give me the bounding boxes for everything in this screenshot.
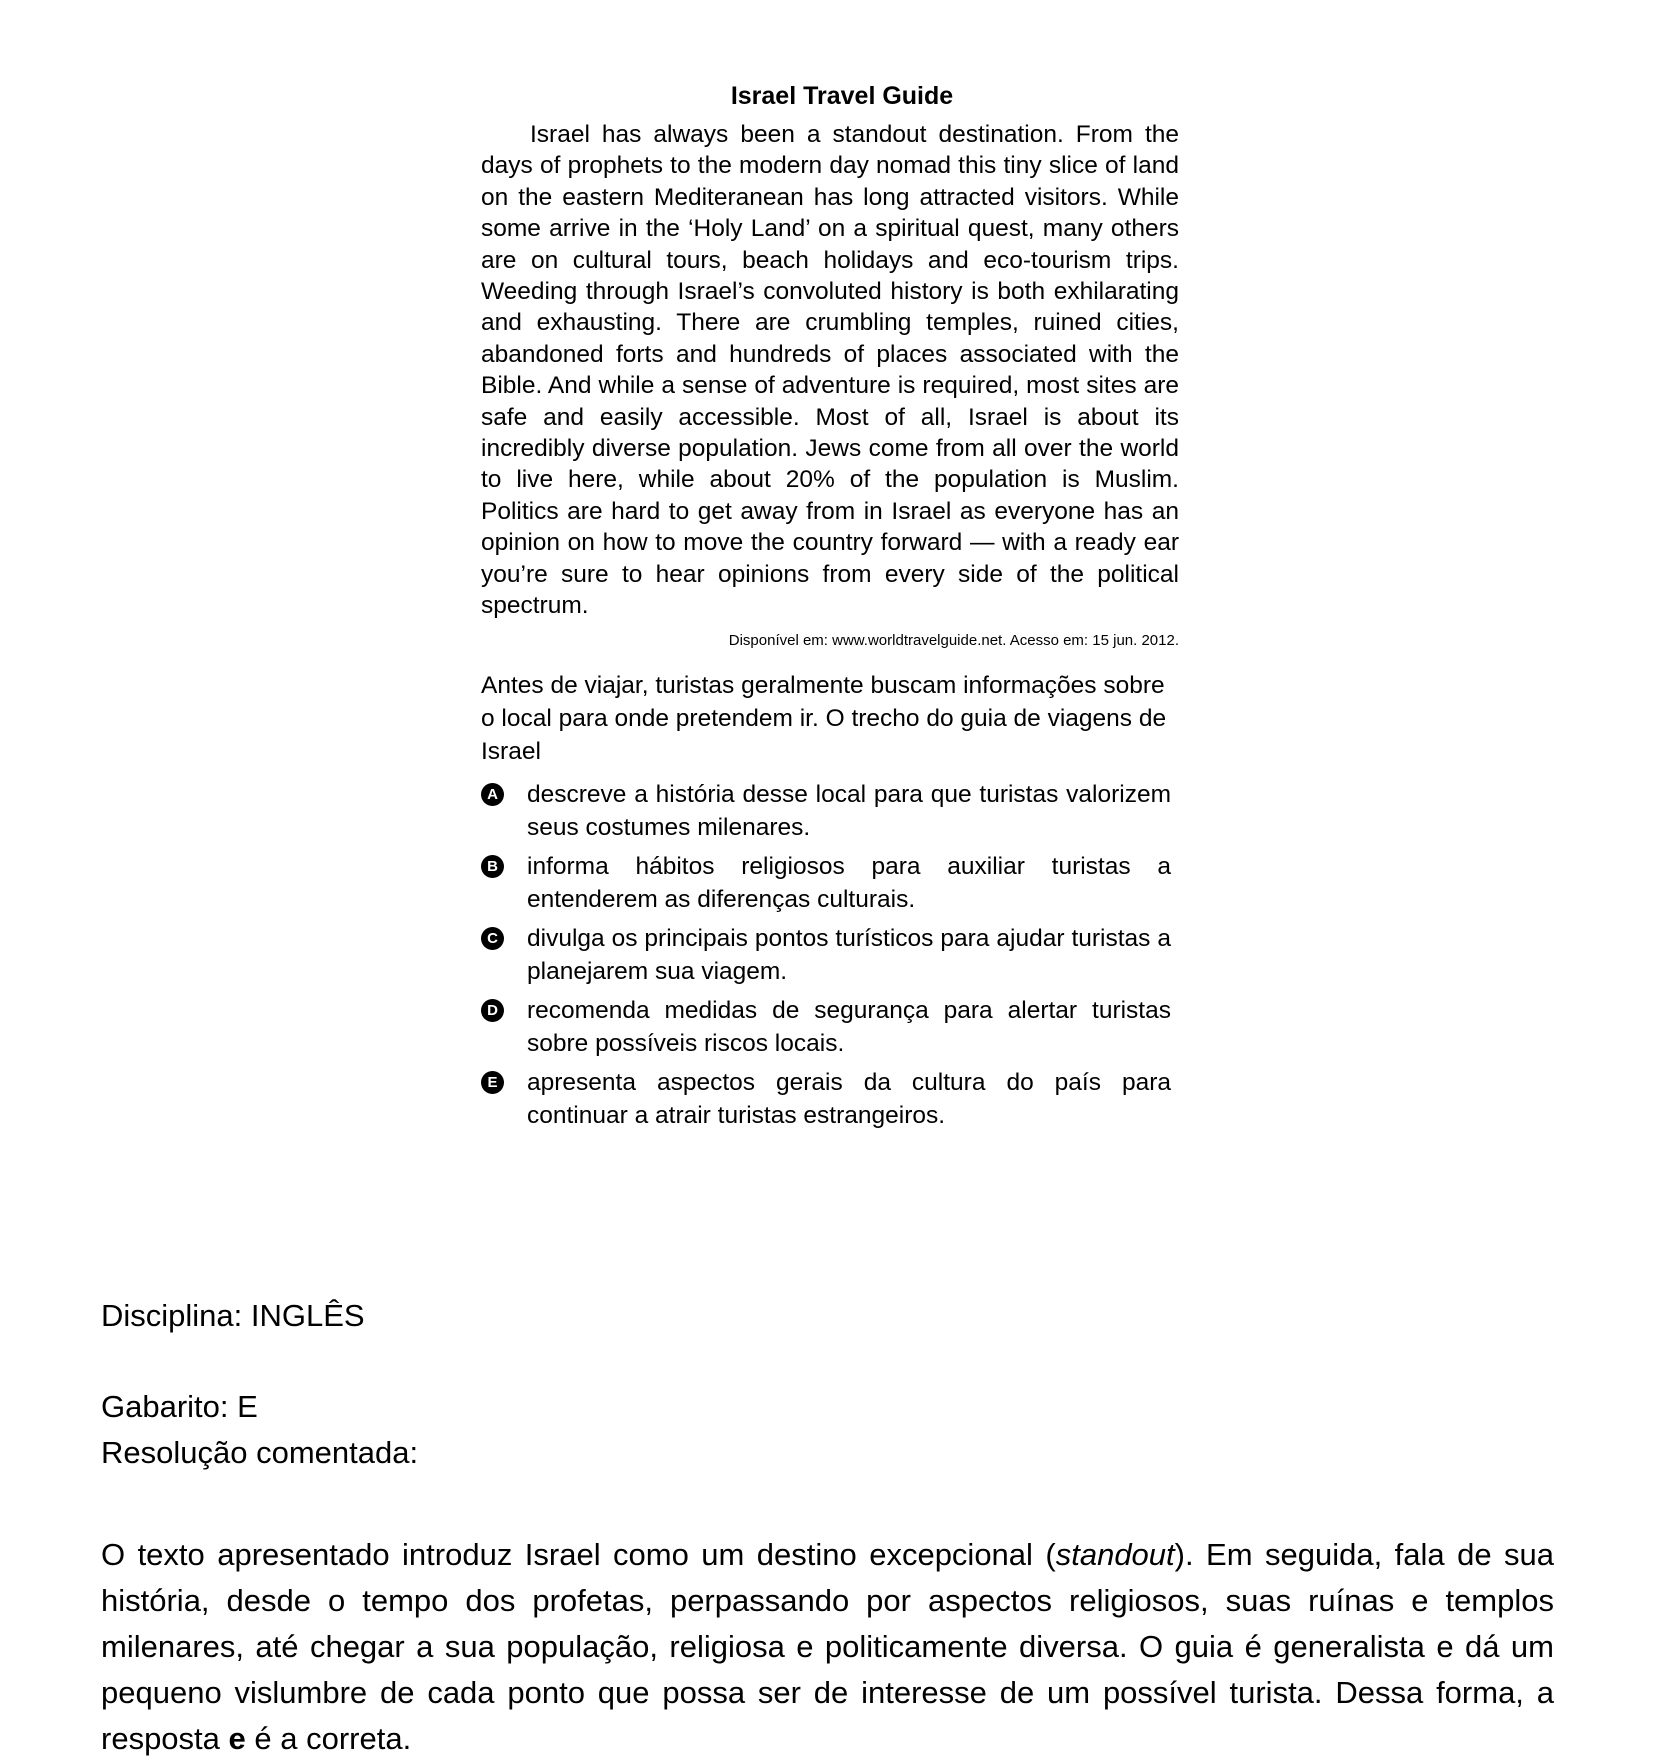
option-c-badge-icon: C (481, 927, 504, 950)
option-a-badge-icon: A (481, 783, 504, 806)
explanation-part-3: é a correta. (245, 1721, 412, 1756)
option-e-text: apresenta aspectos gerais da cultura do país para continuar a atrair turistas estrangeiros. (527, 1068, 1171, 1129)
explanation-answer-letter: e (228, 1721, 246, 1756)
option-c-text: divulga os principais pontos turísticos para ajudar turistas a planejarem sua viagem. (527, 924, 1171, 985)
explanation-term: standout (1055, 1537, 1175, 1572)
option-b (481, 850, 1171, 916)
option-d-text: recomenda medidas de segurança para alertar turistas sobre possíveis riscos locais. (527, 996, 1171, 1057)
explanation-text (101, 1532, 1554, 1762)
option-e-badge-icon: E (481, 1071, 504, 1094)
question-block (481, 82, 1179, 1138)
option-d (481, 994, 1171, 1060)
option-e (481, 1066, 1171, 1132)
answer-key: Gabarito: E (101, 1389, 258, 1424)
explanation-part-2: ). Em seguida, fala de sua história, desde o tempo dos profetas, perpassando por aspectos religiosos, suas ruínas e templos milenares, até chegar a sua população, religiosa e politicamente diversa. O guia é generalista e dá um pequeno vislumbre de cada ponto que possa ser de interesse de um possível turista. Dessa forma, a resposta (101, 1537, 1554, 1756)
passage-body: Israel has always been a standout destination. From the days of prophets to the modern day nomad this tiny slice of land on the eastern Mediteranean has long attracted visitors. While some arrive in the ‘Holy Land’ on a spiritual quest, many others are on cultural tours, beach holidays and eco-tourism trips. Weeding through Israel’s convoluted history is both exhilarating and exhausting. There are crumbling temples, ruined cities, abandoned forts and hundreds of places associated with the Bible. And while a sense of adventure is required, most sites are safe and easily accessible. Most of all, Israel is about its incredibly diverse population. Jews come from all over the world to live here, while about 20% of the population is Muslim. Politics are hard to get away from in Israel as everyone has an opinion on how to move the country forward — with a ready ear you’re sure to hear opinions from every side of the political spectrum. (481, 121, 1179, 620)
option-a (481, 778, 1171, 844)
option-b-badge-icon: B (481, 855, 504, 878)
explanation-part-1: O texto apresentado introduz Israel como um destino excepcional ( (101, 1537, 1056, 1572)
option-a-text: descreve a história desse local para que turistas valorizem seus costumes milenares. (527, 780, 1171, 841)
discipline-label: Disciplina: INGLÊS (101, 1298, 365, 1333)
resolution-label: Resolução comentada: (101, 1435, 419, 1470)
option-d-badge-icon: D (481, 999, 504, 1022)
source-citation: Disponível em: www.worldtravelguide.net. Acesso em: 15 jun. 2012. (728, 631, 1179, 649)
question-stem: Antes de viajar, turistas geralmente buscam informações sobre o local para onde pretendem ir. O trecho do guia de viagens de Israel (481, 671, 1167, 765)
passage-title: Israel Travel Guide (730, 82, 954, 110)
option-b-text: informa hábitos religiosos para auxiliar turistas a entenderem as diferenças culturais. (527, 852, 1171, 913)
option-c (481, 922, 1171, 988)
answer-options (481, 778, 1171, 1132)
